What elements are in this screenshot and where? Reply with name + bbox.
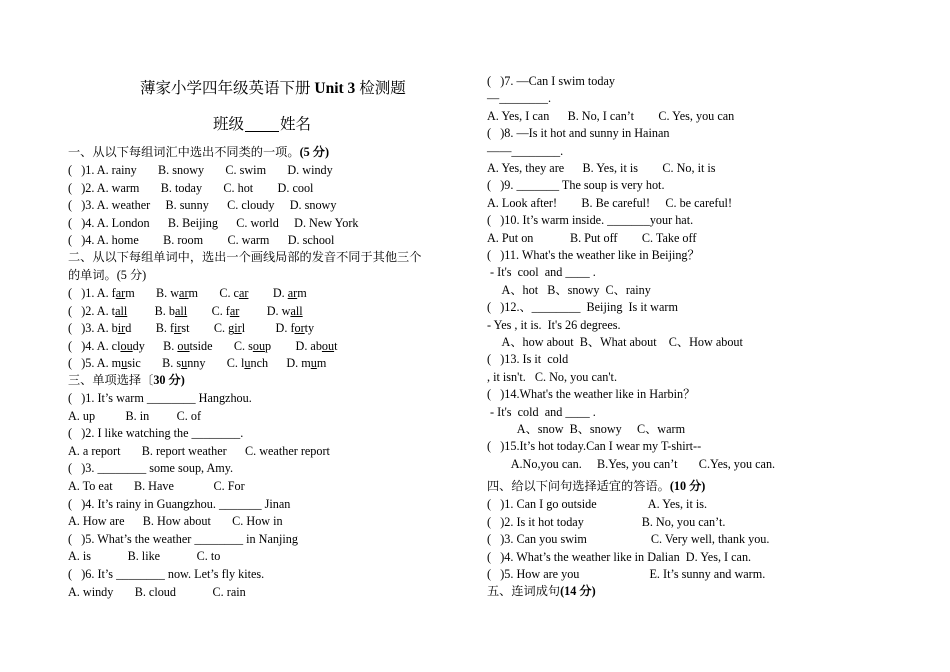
section-3-line: A. a report B. report weather C. weather report [68, 443, 330, 458]
class-name-line: 班级 姓名 [213, 116, 312, 133]
section-3-line: ( )2. I like watching the ________. [68, 426, 244, 441]
section-3-line: A. Yes, they are B. Yes, it is C. No, it is [487, 161, 716, 175]
section-3-line: A. To eat B. Have C. For [68, 479, 245, 493]
section-3-line: ( )9. _______ The soup is very hot. [487, 178, 665, 193]
section-3-line: A、how about B、What about C、How about [487, 335, 743, 349]
section-2-heading: 二、从以下每组单词中，选出一个画线局部的发音不同于其他三个 [68, 250, 422, 264]
section-4-line: ( )2. Is it hot today B. No, you can’t. [487, 514, 726, 529]
section-3-line: ( )5. What’s the weather ________ in Nanjing [68, 531, 298, 546]
section-2-heading-cont: 的单词。(5 分) [68, 268, 147, 282]
section-3-line: ( )12.、________ Beijing Is it warm [487, 300, 678, 315]
section-1-heading: 一、从以下每组词汇中选出不同类的一项。(5 分) [68, 145, 330, 159]
section-3-line: ( )10. It’s warm inside. _______your hat. [487, 213, 694, 228]
section-4-line: ( )3. Can you swim C. Very well, thank you. [487, 532, 770, 546]
page-title: 薄家小学四年级英语下册 Unit 3 检测题 [140, 80, 406, 97]
section-3-line: A. is B. like C. to [68, 549, 221, 564]
section-3-line: ( )8. —Is it hot and sunny in Hainan [487, 126, 670, 141]
section-3-line: —________. [487, 91, 551, 106]
section-3-line: ( )15.It’s hot today.Can I wear my T-shirt-- [487, 439, 702, 454]
section-3-line: A. Put on B. Put off C. Take off [487, 230, 697, 245]
section-4-line: ( )1. Can I go outside A. Yes, it is. [487, 497, 708, 511]
section-3-line: ——________. [487, 143, 564, 158]
section-3-line: A. Yes, I can B. No, I can’t C. Yes, you can [487, 108, 735, 123]
section-1-line: ( )4. A. home B. room C. warm D. school [68, 233, 335, 248]
section-3-line: - It's cool and ____ . [487, 265, 596, 280]
section-4-heading: 四、给以下问句选择适宜的答语。(10 分) [487, 479, 706, 493]
section-1-line: ( )1. A. rainy B. snowy C. swim D. windy [68, 163, 333, 177]
section-3-line: ( )14.What's the weather like in Harbin？ [487, 387, 696, 402]
section-2-line: ( )2. A. tall B. ball C. far D. wall [68, 303, 303, 318]
class-blank[interactable] [245, 117, 279, 132]
section-3-line: ( )13. Is it cold [487, 352, 569, 367]
section-3-line: A. up B. in C. of [68, 408, 202, 423]
section-2-line: ( )4. A. cloudy B. outside C. soup D. about [68, 338, 338, 353]
section-3-line: A. How are B. How about C. How in [68, 514, 283, 529]
section-3-line: ( )1. It’s warm ________ Hangzhou. [68, 391, 252, 405]
section-3-line: A.No,you can. B.Yes, you can’t C.Yes, you can. [487, 456, 776, 471]
section-3-line: - Yes , it is. It's 26 degrees. [487, 317, 621, 332]
section-2-line: ( )1. A. farm B. warm C. car D. arm [68, 286, 307, 300]
section-1-line: ( )3. A. weather B. sunny C. cloudy D. snowy [68, 198, 337, 213]
section-3-line: ( )11. What's the weather like in Beijing？ [487, 248, 700, 262]
section-3-line: ( )3. ________ some soup, Amy. [68, 461, 234, 476]
section-2-line: ( )3. A. bird B. first C. girl D. forty [68, 321, 315, 336]
section-3-line: ( )7. —Can I swim today [487, 74, 615, 88]
section-3-heading: 三、单项选择〔30 分) [68, 373, 185, 387]
section-3-line: ( )6. It’s ________ now. Let’s fly kites. [68, 567, 265, 581]
section-3-line: A、hot B、snowy C、rainy [487, 282, 651, 297]
section-1-line: ( )2. A. warm B. today C. hot D. cool [68, 180, 314, 195]
section-3-line: A. windy B. cloud C. rain [68, 584, 246, 599]
section-4-line: ( )4. What’s the weather like in Dalian D. Yes, I can. [487, 549, 752, 564]
section-3-line: A、snow B、snowy C、warm [487, 422, 686, 436]
section-2-line: ( )5. A. music B. sunny C. lunch D. mum [68, 356, 327, 371]
section-3-line: - It's cold and ____ . [487, 404, 596, 419]
section-5-heading: 五、连词成句(14 分) [487, 584, 596, 598]
section-1-line: ( )4. A. London B. Beijing C. world D. New York [68, 215, 359, 230]
section-3-line: A. Look after! B. Be careful! C. be careful! [487, 195, 733, 210]
section-4-line: ( )5. How are you E. It’s sunny and warm. [487, 567, 766, 581]
section-3-line: ( )4. It’s rainy in Guangzhou. _______ Jinan [68, 496, 291, 511]
section-3-line: , it isn't. C. No, you can't. [487, 369, 617, 384]
